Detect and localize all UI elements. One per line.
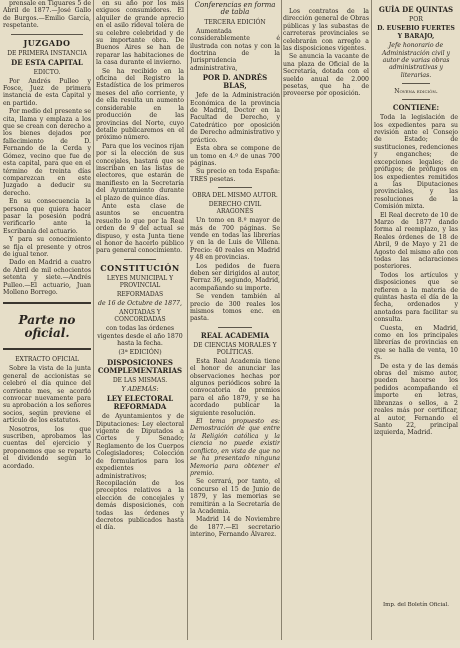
col3-body-5: Los pedidos de fuera deben ser dirigidos al autor, Ferraz 36, segundo, Madrid, acompañando su importe. <box>190 262 280 292</box>
separator <box>218 187 252 188</box>
col5-body-5: De esta y de las demás obras del mismo autor, pueden hacerse los pedidos acompañando el importe en letras, libranzas o sellos, a 2 reales más por certificar, al autor, Fernando el Santo 22, principal izquierda, Madrid. <box>374 362 458 437</box>
col5-body-4: Cuesta, en Madrid, como en los principales librerías de provincias en que se halla de venta, 10 rs. <box>374 324 458 362</box>
column-5 <box>374 0 458 640</box>
col4-body-1: Los contratos de la dirección general de Obras públicas y las subastas de carreteras provinciales se celebrarán con arreglo a las disposiciones vigentes. <box>283 8 369 53</box>
col3-head-2: TERCERA EDICIÓN <box>204 18 266 26</box>
constitution-sub: LEYES MUNICIPAL Y PROVINCIAL <box>106 274 174 289</box>
court-subheading: DE PRIMERA INSTANCIA <box>7 49 87 57</box>
civil-heading: DERECHO CIVIL ARAGONÉS <box>208 201 262 216</box>
col2-body-3: Para que los vecinos rijan por si la elección de sus concejales, bastará que se inscriban en las listas de electores, que estarán de manifiesto en la Secretaría del Ayuntamiento durante el plazo de quince días. <box>96 142 184 202</box>
constitution-date: de 16 de Octubre de 1877, <box>98 299 182 307</box>
electoral-heading: LEY ELECTORAL REFORMADA <box>106 394 174 412</box>
separator <box>402 99 430 100</box>
col2-body-4: Ante esta clase de asuntos se encuentra resuelto lo que por la Real orden de 9 del actual se dispuso, y esta Junta tiene el honor de hacerlo público para general conocimiento. <box>96 202 184 255</box>
dispositions-sub: DE LAS MISMAS. <box>112 376 168 384</box>
parte-body-1: Sobre la vista de la junta general de accionistas se celebró el día quince del corriente mes, se acordó convocar nuevamente para su aprobación a los señores socios, según previene el artículo de los estatutos. <box>3 365 91 425</box>
same-author-heading: OBRA DEL MISMO AUTOR. <box>192 192 278 200</box>
col5-body-1: Toda la legislación de los expedientes para su revisión ante el Consejo de Estado; de sustituciones, redenciones y enganches; de excepciones legales; de prófugos; de prófugos en los expedientes remitidos a las Diputaciones provinciales, y las resoluciones de la Comisión mixta. <box>374 114 458 211</box>
intro-text: prensale en Tiguares 5 de Abril de 1877.—José Gallo de Burgos.—Emilio García, respetante. <box>3 0 91 30</box>
edition-label: Novena edición. <box>394 88 438 96</box>
edict-body-3: En su consecuencia la persona que quiera hacer pasar la posesión podrá verificarlo ante la Escribanía del actuario. <box>3 198 91 235</box>
separator <box>218 327 252 328</box>
col5-body-2: El Real decreto de 10 de Marzo de 1877 dando forma al reemplazo, y las Reales órdenes de 18 de Abril, 9 de Mayo y 21 de Agosto del mismo año con todas las aclaraciones posteriores. <box>374 211 458 271</box>
col3-body-9: Se cerrará, por tanto, el concurso el 15 de Junio de 1879, y las memorias se remitirán a la Secretaría de la Academia. <box>190 478 280 515</box>
col3-head-1: Conferencias en forma de tabla <box>194 1 276 17</box>
edict-body-5: Dado en Madrid a cuatro de Abril de mil ochocientos setenta y siete.—Andrés Pulleo.—El actuario, Juan Molleno Borrego. <box>3 259 91 296</box>
separator <box>11 34 83 35</box>
parte-subheading: EXTRACTO OFICIAL <box>15 356 79 364</box>
guide-description: Jefe honorario de Administración civil y autor de varias obras administrativas y literarias. <box>381 42 451 79</box>
dispositions-sub-2: Y ADEMÁS: <box>121 385 159 393</box>
signature-line: Madrid 14 de Noviembre de 1877.—El secretario interino, Fernando Álvarez. <box>190 516 280 539</box>
col3-body-1: Aumentada considerablemente é ilustrada con notas y con la doctrina de la Jurisprudencia administrativa, <box>190 27 280 72</box>
edict-label: EDICTO. <box>33 68 61 76</box>
column-3 <box>190 0 280 640</box>
col2-body-1: en su año por los más exiguos consumidores. El alquiler de grande aprecio en el asilo rideval tolera de su celebre celebridad y de su importante obra. De Buenos Aires se han de reparar las habitaciones de la casa durante el invierno. <box>96 0 184 67</box>
separator <box>124 259 156 260</box>
col5-body-3: Todos los artículos y disposiciones que se refieren a la materia de quintas hasta el día de la fecha, ordenados y anotados para facilitar su consulta. <box>374 271 458 324</box>
edict-body-4: Y para su conocimiento se fija el presente y otros de igual tenor. <box>3 236 91 258</box>
parte-body-2: Nosotros, los que suscriben, aprobamos las cuentas del ejercicio y proponemos que se reparta el dividendo según lo acordado. <box>3 425 91 470</box>
academy-sub: DE CIENCIAS MORALES Y POLÍTICAS. <box>193 341 277 356</box>
court-subheading-2: DE ESTA CAPITAL <box>11 57 83 67</box>
col3-body-7: Esta Real Academia tiene el honor de anunciar las observaciones hechas por algunos periódicos sobre la convocatoria de premios para el año 1879, y se ha acordado publicar la siguiente resolución. <box>190 357 280 417</box>
col3-body-3: Esta obra se compone de un tomo en 4.º de unas 700 páginas. <box>190 145 280 167</box>
guide-by: POR <box>409 16 423 23</box>
edict-body-2: Por medio del presente se cita, llama y emplaza a los que se crean con derecho a los bienes dejados por fallecimiento de D. Fernando de la Cerda y Gómez, vecino que fue de esta capital, para que en el término de treinta días comparezcan en este Juzgado a deducir su derecho. <box>3 108 91 197</box>
parte-box <box>3 302 91 350</box>
col3-body-8: El tema propuesto es: Demostración de que entre la Religión católica y la ciencia no puede existir conflicto, en vista de que no se ha presentado ninguna Memoria para obtener el premio. <box>190 418 280 477</box>
parte-heading: Parte no oficial. <box>18 313 76 341</box>
constitution-edition: (3ª EDICIÓN) <box>118 349 162 357</box>
col3-body-4: Un tomo en 8.º mayor de más de 700 páginas. Se vende en todas las librerías y en la de Luis de Villena. Precio: 40 reales en Madrid y 48 en provincias. <box>190 217 280 262</box>
contents-heading: CONTIENE: <box>392 103 440 113</box>
court-heading: JUZGADO <box>23 37 71 48</box>
constitution-note: con todas las órdenes vigentes desde el año 1870 hasta la fecha. <box>97 325 183 348</box>
col4-body-2: Se anuncia la vacante de una plaza de Oficial de la Secretaría, dotada con el sueldo anual de 2.000 pesetas, que ha de proveerse por oposición. <box>283 53 369 98</box>
column-2 <box>96 0 184 640</box>
column-rule <box>93 0 94 640</box>
constitution-heading: CONSTITUCIÓN <box>100 262 180 273</box>
col3-body-2: Jefe de la Administración Económica de la provincia de Madrid, Doctor en la Facultad de Derecho, y Catedrático por oposición de Derecho administrativo y práctico. <box>190 92 280 144</box>
edict-body-1: Por Andrés Pulleo y Fosce, Juez de primera instancia de esta Capital y en partido. <box>3 77 91 107</box>
author-line: POR D. ANDRÉS BLAS, <box>202 73 268 91</box>
printer-footer: Imp. del Boletín Oficial. <box>382 602 450 608</box>
price-line: Su precio en toda España: TRES pesetas. <box>190 168 280 183</box>
guide-author: D. EUSEBIO FUERTES Y BARAJO, <box>377 25 455 40</box>
column-rule <box>371 0 372 640</box>
col3-body-6: Se venden también al precio de 300 reales los mismos tomos enc. en pasta. <box>190 293 280 323</box>
col2-body-2: Se ha recibido en la oficina del Registro la Estadística de los primeros meses del año corriente, y de ella resulta un aumento considerable en la producción de las provincias del Norte, cuyo detalle publicaremos en el próximo número. <box>96 67 184 142</box>
dispositions-heading: DISPOSICIONES COMPLEMENTARIAS <box>97 357 183 375</box>
constitution-sub-3: ANOTADAS Y CONCORDADAS <box>114 309 166 324</box>
column-1 <box>3 0 91 640</box>
academy-heading: REAL ACADEMIA <box>200 330 270 340</box>
column-rule <box>281 0 282 640</box>
separator <box>402 83 430 84</box>
constitution-sub-2: REFORMADAS <box>116 290 164 298</box>
column-4 <box>283 8 369 648</box>
electoral-body: de Ayuntamientos y de Diputaciones: Ley electoral vigente de Diputados a Cortes y Senado; Reglamento de los Cuerpos Colegisladores; Colección de formularios para los expedientes administrativos; Recopilación de los preceptos relativos a la elección de concejales y demás disposiciones, con todas las órdenes y decretos publicados hasta el día. <box>96 413 184 532</box>
guide-heading: GUÍA DE QUINTAS <box>378 5 454 14</box>
column-rule <box>187 0 188 640</box>
